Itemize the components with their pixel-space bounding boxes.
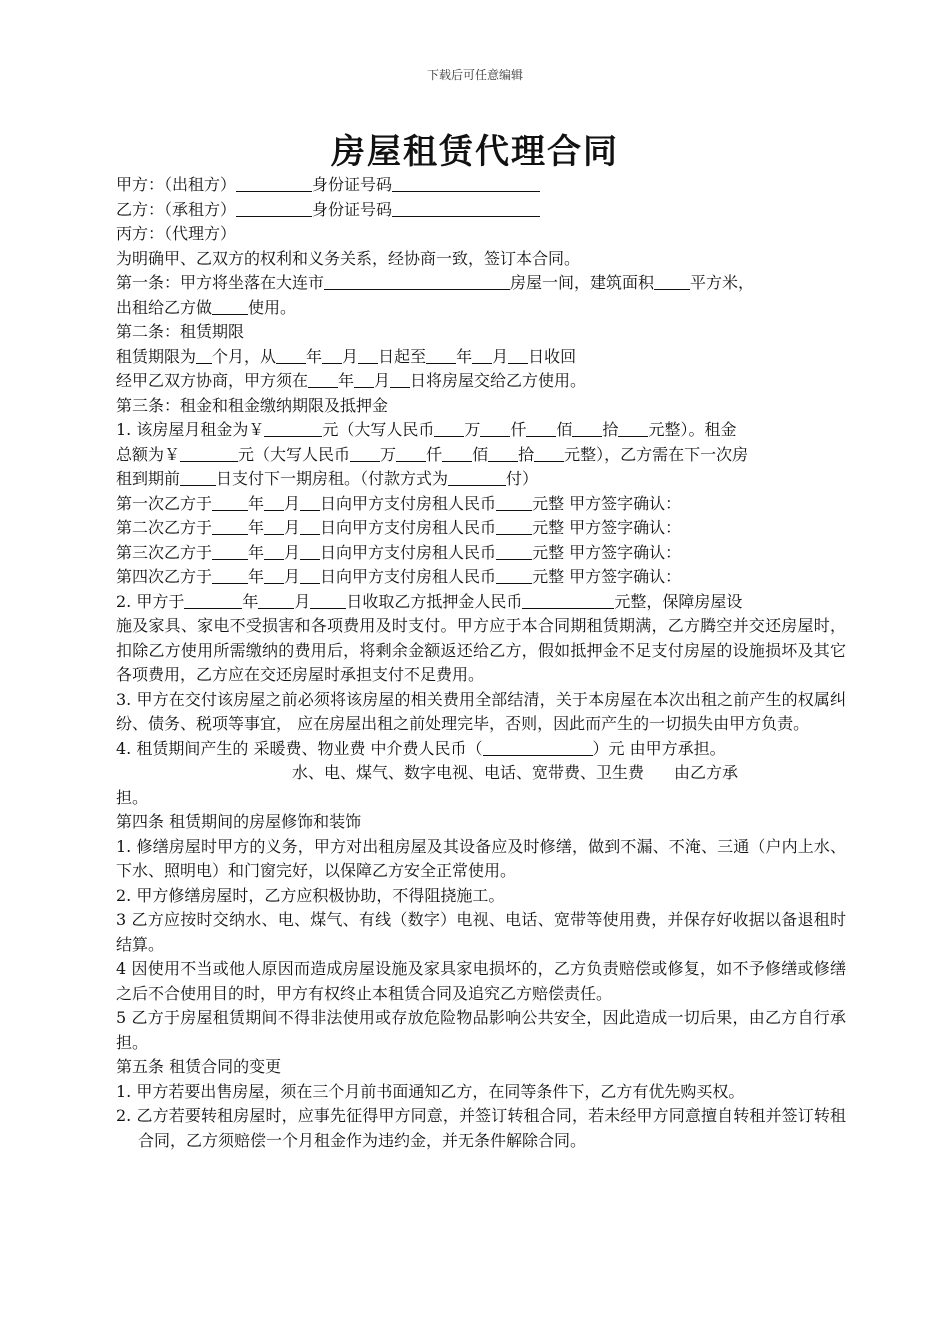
fill-in-blank [180,469,216,486]
fill-in-blank [496,543,532,560]
fill-in-blank [472,347,492,364]
text-fragment: 年 [248,567,265,586]
fill-in-blank [358,347,378,364]
article-1-line1 [116,271,846,296]
fill-in-blank [258,592,294,609]
text-fragment: 第三次乙方于 [116,542,213,562]
fill-in-blank [618,420,648,437]
fill-in-blank [300,543,320,560]
text-fragment: 年 [248,542,265,562]
text-fragment: 日收取乙方抵押金人民币 [346,591,523,611]
article-4-c4: 4 因使用不当或他人原因而造成房屋设施及家具家电损坏的，乙方负责赔偿或修复，如不予修缮或修缮之后不合使用目的时，甲方有权终止本租赁合同及追究乙方赔偿责任。 [116,959,846,1003]
blank-party-a-name [236,175,312,192]
document-title: 房屋租赁代理合同 [331,132,619,172]
text-fragment: 4. 租赁期间产生的 采暖费、物业费 中介费人民币（ [116,738,483,758]
text-fragment: 拾 [602,420,619,439]
article-4-c2: 2. 甲方修缮房屋时，乙方应积极协助，不得阻挠施工。 [116,885,505,905]
text-fragment: 乙方：（承租方） [116,199,237,219]
text-fragment: 月 [294,591,311,611]
text-fragment: 平方米， [690,273,755,292]
payment-row [116,565,846,590]
text-fragment: 总额为￥ [116,444,181,464]
fill-in-blank [308,371,338,388]
fill-in-blank [526,420,556,437]
payment-row [116,516,846,541]
article-3-c2-line1 [116,590,846,615]
fill-in-blank [434,420,464,437]
article-3-c4-line1 [116,737,846,762]
text-fragment: 月 [492,346,509,366]
fill-in-blank [426,347,456,364]
text-fragment: 仟 [426,444,443,464]
fill-in-blank [212,543,248,560]
fill-in-blank [276,347,306,364]
text-fragment: 1. 该房屋月租金为￥ [116,420,265,439]
fill-in-blank [534,445,564,462]
fill-in-blank [322,347,342,364]
fill-in-blank [196,347,212,364]
party-b-line [116,198,846,223]
text-fragment: 2. 甲方于 [116,591,185,611]
text-fragment: 年 [248,493,265,513]
text-fragment: 元整，保障房屋设 [614,591,743,611]
text-fragment: 身份证号码 [312,175,393,194]
text-fragment: 第一条：甲方将坐落在大连市 [116,273,325,292]
text-fragment: 租到期前 [116,469,181,488]
text-fragment: 年 [306,346,323,366]
fill-in-blank [496,518,532,535]
text-fragment: 经甲乙双方协商，甲方须在 [116,371,309,390]
article-3-heading: 第三条：租金和租金缴纳期限及抵押金 [116,395,389,415]
text-fragment: 第四次乙方于 [116,567,213,586]
text-fragment: 元整 甲方签字确认： [532,567,682,586]
fill-in-blank [180,445,238,462]
blank-party-b-id [392,200,540,217]
text-fragment: 日起至 [378,346,427,366]
text-fragment: 租赁期限为 [116,346,197,366]
payment-row [116,492,846,517]
text-fragment: 月 [284,493,301,513]
fill-in-blank [184,592,242,609]
text-fragment: 付） [506,469,539,488]
text-fragment: 日向甲方支付房租人民币 [320,542,497,562]
fill-in-blank [488,445,518,462]
fill-in-blank [572,420,602,437]
text-fragment: 元整 甲方签字确认： [532,542,682,562]
text-fragment: 日支付下一期房租。（付款方式为 [216,469,449,488]
text-fragment: 佰 [556,420,573,439]
text-fragment: 年 [248,518,265,537]
article-3-c1-line1 [116,418,846,443]
text-fragment: 佰 [472,444,489,464]
article-2-heading: 第二条：租赁期限 [116,322,245,341]
fill-in-blank [264,567,284,584]
fill-in-blank [300,567,320,584]
blank-party-a-id [392,175,540,192]
fill-in-blank [212,567,248,584]
article-5-c2: 2. 乙方若要转租房屋时，应事先征得甲方同意，并签订转租合同，若未经甲方同意擅自转租并签订转租合同，乙方须赔偿一个月租金作为违约金，并无条件解除合同。 [116,1106,846,1150]
fill-in-blank [264,543,284,560]
fill-in-blank [310,592,346,609]
text-fragment: ）元 由甲方承担。 [592,738,726,758]
text-fragment: 第一次乙方于 [116,493,213,513]
fill-in-blank [264,518,284,535]
article-2-period [116,345,846,370]
fill-in-blank [354,371,374,388]
text-fragment: 身份证号码 [312,199,393,219]
text-fragment: 出租给乙方做 [116,297,213,317]
intro-line: 为明确甲、乙双方的权利和义务关系，经协商一致，签订本合同。 [116,248,581,268]
text-fragment: 甲方：（出租方） [116,175,237,194]
fill-in-blank [300,518,320,535]
article-3-c4-line3: 担。 [116,787,149,807]
fill-in-blank [350,445,380,462]
fill-in-blank [483,739,593,756]
fill-in-blank [442,445,472,462]
blank-usage [212,298,248,315]
article-3-c2-rest: 施及家具、家电不受损害和各项费用及时支付。甲方应于本合同期租赁期满，乙方腾空并交还房屋时，扣除乙方使用所需缴纳的费用后，将剩余金额返还给乙方，假如抵押金不足支付房屋的设施损坏及其它各项费用，乙方应在交还房屋时承担支付不足费用。 [116,616,846,684]
text-fragment: 年 [338,371,355,390]
party-a-line [116,173,846,198]
text-fragment: 水、电、煤气、数字电视、电话、宽带费、卫生费 [292,763,645,782]
article-3-c4-line2 [116,761,846,786]
text-fragment: 元整）。租金 [648,420,737,439]
fill-in-blank [390,371,410,388]
fill-in-blank [496,567,532,584]
text-fragment: 月 [342,346,359,366]
header-note: 下载后可任意编辑 [426,68,523,82]
fill-in-blank [300,494,320,511]
text-fragment: 使用。 [248,297,297,317]
fill-in-blank [480,420,510,437]
contract-body [116,173,846,1153]
article-2-handover [116,369,846,394]
article-3-c1-line3 [116,467,846,492]
article-1-line2 [116,296,846,321]
text-fragment: 日将房屋交给乙方使用。 [410,371,587,390]
text-fragment: 房屋一间，建筑面积 [510,273,655,292]
text-fragment: 日向甲方支付房租人民币 [320,493,497,513]
text-fragment: 年 [242,591,259,611]
fill-in-blank [396,445,426,462]
fill-in-blank [448,469,506,486]
article-5-c1: 1. 甲方若要出售房屋，须在三个月前书面通知乙方，在同等条件下，乙方有优先购买权。 [116,1081,745,1101]
fill-in-blank [496,494,532,511]
text-fragment: 日向甲方支付房租人民币 [320,518,497,537]
payment-row [116,541,846,566]
text-fragment: 元整 甲方签字确认： [532,518,682,537]
text-fragment: 由乙方承 [674,763,739,782]
text-fragment: 元整），乙方需在下一次房 [564,444,749,464]
text-fragment: 月 [284,567,301,586]
text-fragment: 个月，从 [212,346,277,366]
text-fragment: 元整 甲方签字确认： [532,493,682,513]
article-4-c5: 5 乙方于房屋租赁期间不得非法使用或存放危险物品影响公共安全，因此造成一切后果，由乙方自行承担。 [116,1008,846,1052]
blank-area [654,273,690,290]
fill-in-blank [522,592,614,609]
blank-party-b-name [236,200,312,217]
fill-in-blank [212,518,248,535]
text-fragment: 元（大写人民币 [238,444,351,464]
fill-in-blank [212,494,248,511]
article-4-heading: 第四条 租赁期间的房屋修饰和装饰 [116,812,362,831]
text-fragment: 月 [284,518,301,537]
article-4-c1: 1. 修缮房屋时甲方的义务，甲方对出租房屋及其设备应及时修缮，做到不漏、不淹、三通（户内上水、下水、照明电）和门窗完好，以保障乙方安全正常使用。 [116,836,846,880]
party-c-line: 丙方：（代理方） [116,224,237,243]
text-fragment: 年 [456,346,473,366]
text-fragment: 拾 [518,444,535,464]
fill-in-blank [264,420,322,437]
article-3-c1-line2 [116,443,846,468]
fill-in-blank [508,347,528,364]
text-fragment: 日向甲方支付房租人民币 [320,567,497,586]
text-fragment: 仟 [510,420,527,439]
blank-address [324,273,510,290]
article-5-heading: 第五条 租赁合同的变更 [116,1057,282,1076]
text-fragment: 日收回 [528,346,577,366]
text-fragment: 月 [284,542,301,562]
text-fragment: 万 [464,420,481,439]
text-fragment: 月 [374,371,391,390]
article-3-c3: 3. 甲方在交付该房屋之前必须将该房屋的相关费用全部结清，关于本房屋在本次出租之前产生的权属纠纷、债务、税项等事宜， 应在房屋出租之前处理完毕，否则，因此而产生的一切损失由甲方负责。 [116,689,846,733]
text-fragment: 第二次乙方于 [116,518,213,537]
text-fragment: 万 [380,444,397,464]
article-4-c3: 3 乙方应按时交纳水、电、煤气、有线（数字）电视、电话、宽带等使用费，并保存好收据以备退租时结算。 [116,910,846,954]
text-fragment: 元（大写人民币 [322,420,435,439]
fill-in-blank [264,494,284,511]
